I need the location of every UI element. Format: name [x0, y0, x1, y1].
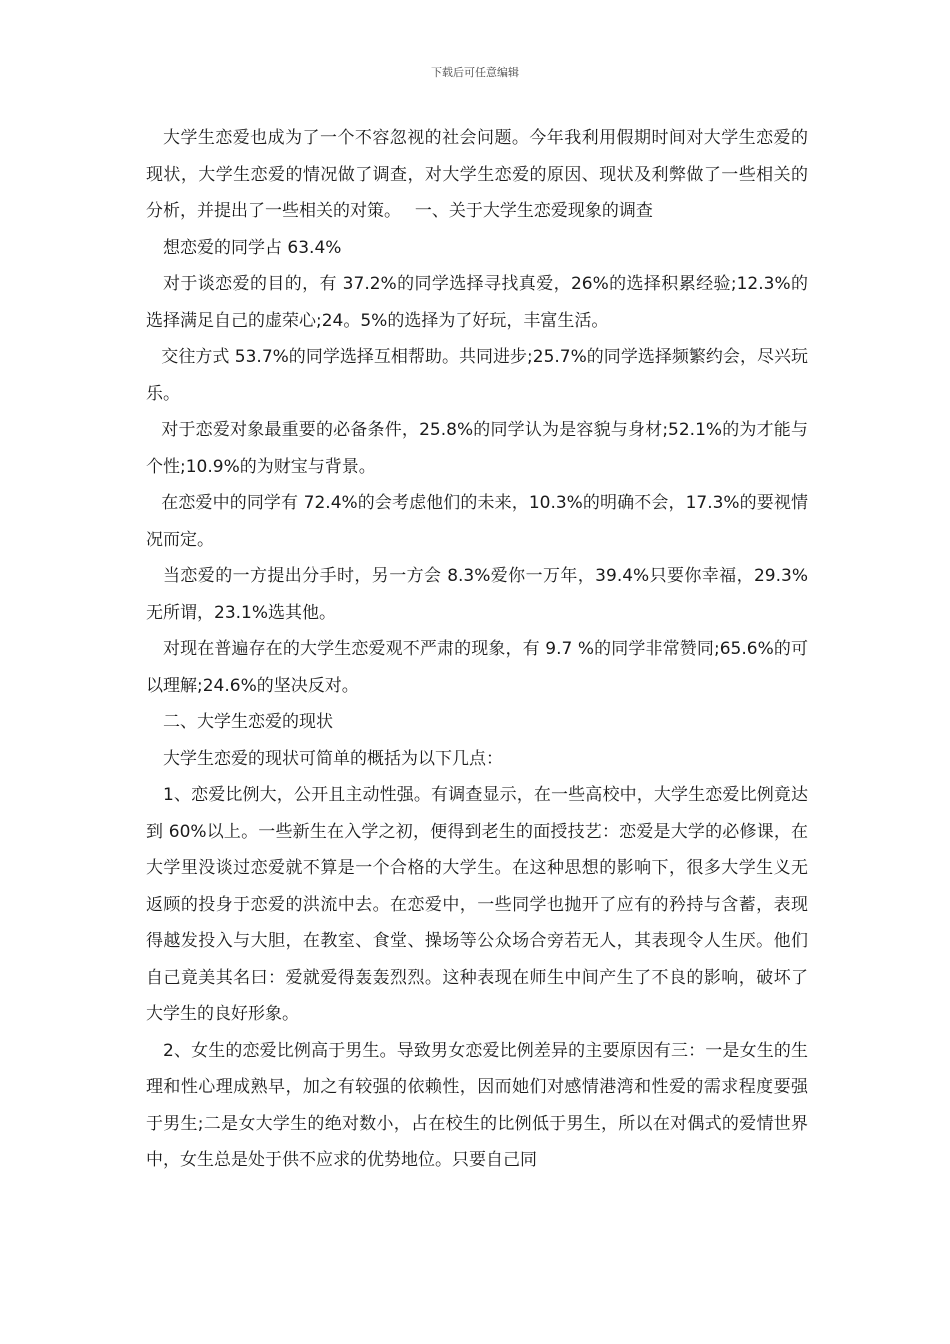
document-body [146, 120, 808, 1179]
survey-item-partner-conditions: 对于恋爱对象最重要的必备条件，25.8%的同学认为是容貌与身材;52.1%的为才能与个性;10.9%的为财宝与背景。 [146, 420, 808, 477]
survey-item-purpose: 对于谈恋爱的目的，有 37.2%的同学选择寻找真爱，26%的选择积累经验;12.3%的选择满足自己的虚荣心;24。5%的选择为了好玩，丰富生活。 [146, 274, 808, 331]
survey-item-want-love: 想恋爱的同学占 63.4% [163, 237, 342, 258]
page-header: 下载后可任意编辑 [431, 66, 519, 79]
status-point-1: 1、恋爱比例大，公开且主动性强。有调查显示，在一些高校中，大学生恋爱比例竟达到 60%以上。一些新生在入学之初，便得到老生的面授技艺：恋爱是大学的必修课，在大学里没谈过恋爱就不算是一个合格的大学生。在这种思想的影响下，很多大学生义无返顾的投身于恋爱的洪流中去。在恋爱中，一些同学也抛开了应有的矜持与含蓄，表现得越发投入与大胆，在教室、食堂、操场等公众场合旁若无人，其表现令人生厌。他们自己竟美其名曰：爱就爱得轰轰烈烈。这种表现在师生中间产生了不良的影响，破坏了大学生的良好形象。 [146, 785, 808, 1024]
survey-item-attitude: 对现在普遍存在的大学生恋爱观不严肃的现象，有 9.7 %的同学非常赞同;65.6%的可以理解;24.6%的坚决反对。 [146, 639, 808, 696]
survey-item-breakup: 当恋爱的一方提出分手时，另一方会 8.3%爱你一万年，39.4%只要你幸福，29.3%无所谓，23.1%选其他。 [146, 566, 808, 623]
survey-item-interaction: 交往方式 53.7%的同学选择互相帮助。共同进步;25.7%的同学选择频繁约会，尽兴玩乐。 [146, 347, 808, 404]
status-point-2: 2、女生的恋爱比例高于男生。导致男女恋爱比例差异的主要原因有三：一是女生的生理和性心理成熟早，加之有较强的依赖性，因而她们对感情港湾和性爱的需求程度要强于男生;二是女大学生的绝对数小，占在校生的比例低于男生，所以在对偶式的爱情世界中，女生总是处于供不应求的优势地位。只要自己同 [146, 1040, 808, 1170]
status-summary: 大学生恋爱的现状可简单的概括为以下几点： [163, 748, 503, 769]
survey-item-future: 在恋爱中的同学有 72.4%的会考虑他们的未来，10.3%的明确不会，17.3%的要视情况而定。 [146, 493, 808, 550]
intro-paragraph: 大学生恋爱也成为了一个不容忽视的社会问题。今年我利用假期时间对大学生恋爱的现状，大学生恋爱的情况做了调查，对大学生恋爱的原因、现状及利弊做了一些相关的分析，并提出了一些相关的对策。 一、关于大学生恋爱现象的调查 [146, 128, 808, 221]
section-heading-status: 二、大学生恋爱的现状 [163, 712, 333, 732]
